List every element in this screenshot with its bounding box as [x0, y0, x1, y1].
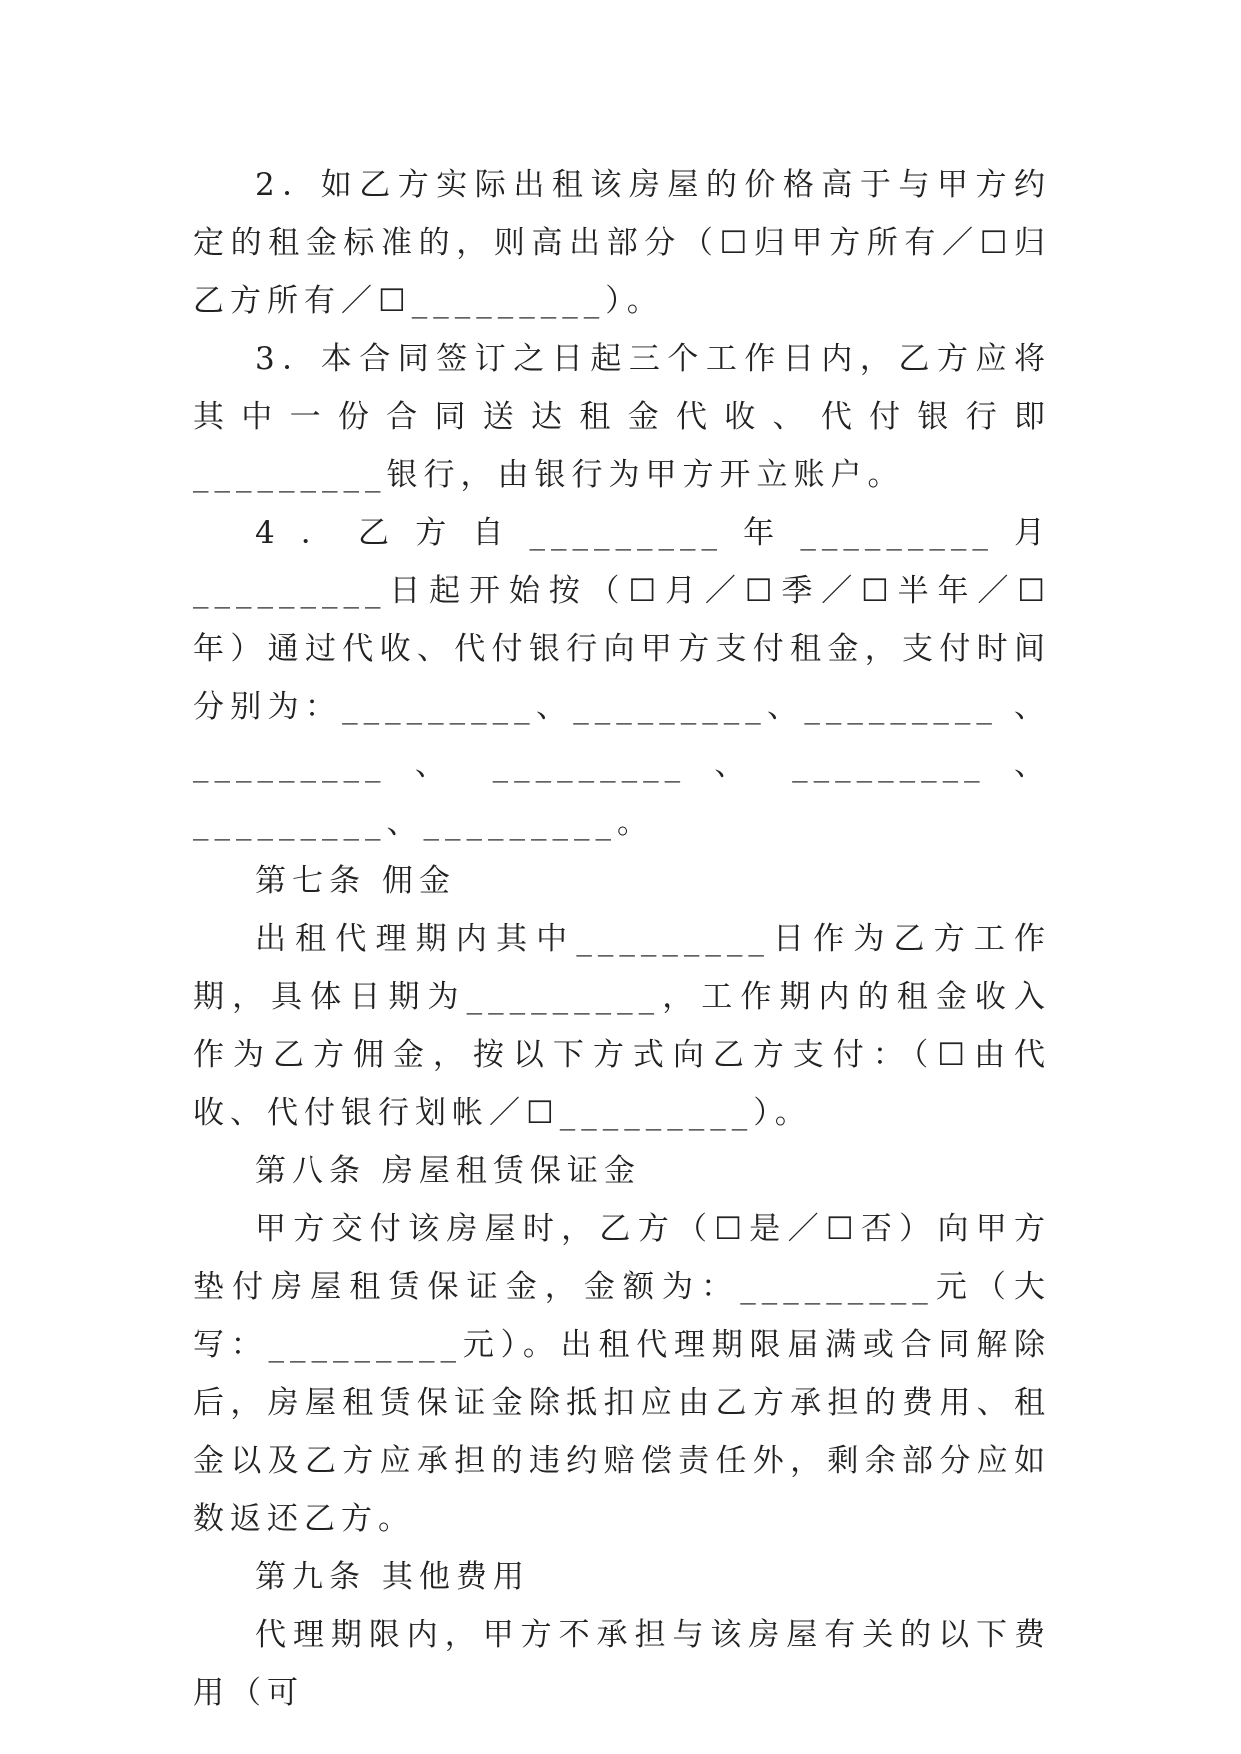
clause-2-paragraph: 2．如乙方实际出租该房屋的价格高于与甲方约定的租金标准的，则高出部分（☐归甲方所有／☐归乙方所有／☐_________）。	[193, 167, 1051, 319]
article-7-paragraph: 出租代理期内其中_________日作为乙方工作期，具体日期为_________，工作期内的租金收入作为乙方佣金，按以下方式向乙方支付：（☐由代收、代付银行划帐／☐_________）。	[193, 921, 1051, 1131]
article-8-heading: 第八条 房屋租赁保证金	[255, 1153, 641, 1189]
article-9-paragraph: 代理期限内，甲方不承担与该房屋有关的以下费用（可	[193, 1617, 1051, 1711]
article-7-heading: 第七条 佣金	[255, 863, 456, 899]
article-9-heading: 第九条 其他费用	[255, 1559, 530, 1595]
clause-3-paragraph: 3．本合同签订之日起三个工作日内，乙方应将其中一份合同送达租金代收、代付银行即_________银行，由银行为甲方开立账户。	[193, 341, 1051, 493]
article-8-paragraph: 甲方交付该房屋时，乙方（☐是／☐否）向甲方垫付房屋租赁保证金，金额为：_________元（大写：_________元）。出租代理期限届满或合同解除后，房屋租赁保证金除抵扣应由乙方承担的费用、租金以及乙方应承担的违约赔偿责任外，剩余部分应如数返还乙方。	[193, 1211, 1051, 1537]
document-body	[193, 156, 1051, 1722]
clause-4-paragraph: 4．乙方自_________年_________月_________日起开始按（☐月／☐季／☐半年／☐年）通过代收、代付银行向甲方支付租金，支付时间分别为：_________、_________、_________ 、 _________ 、 _________ 、 _________ 、_________、_________。	[193, 515, 1051, 841]
